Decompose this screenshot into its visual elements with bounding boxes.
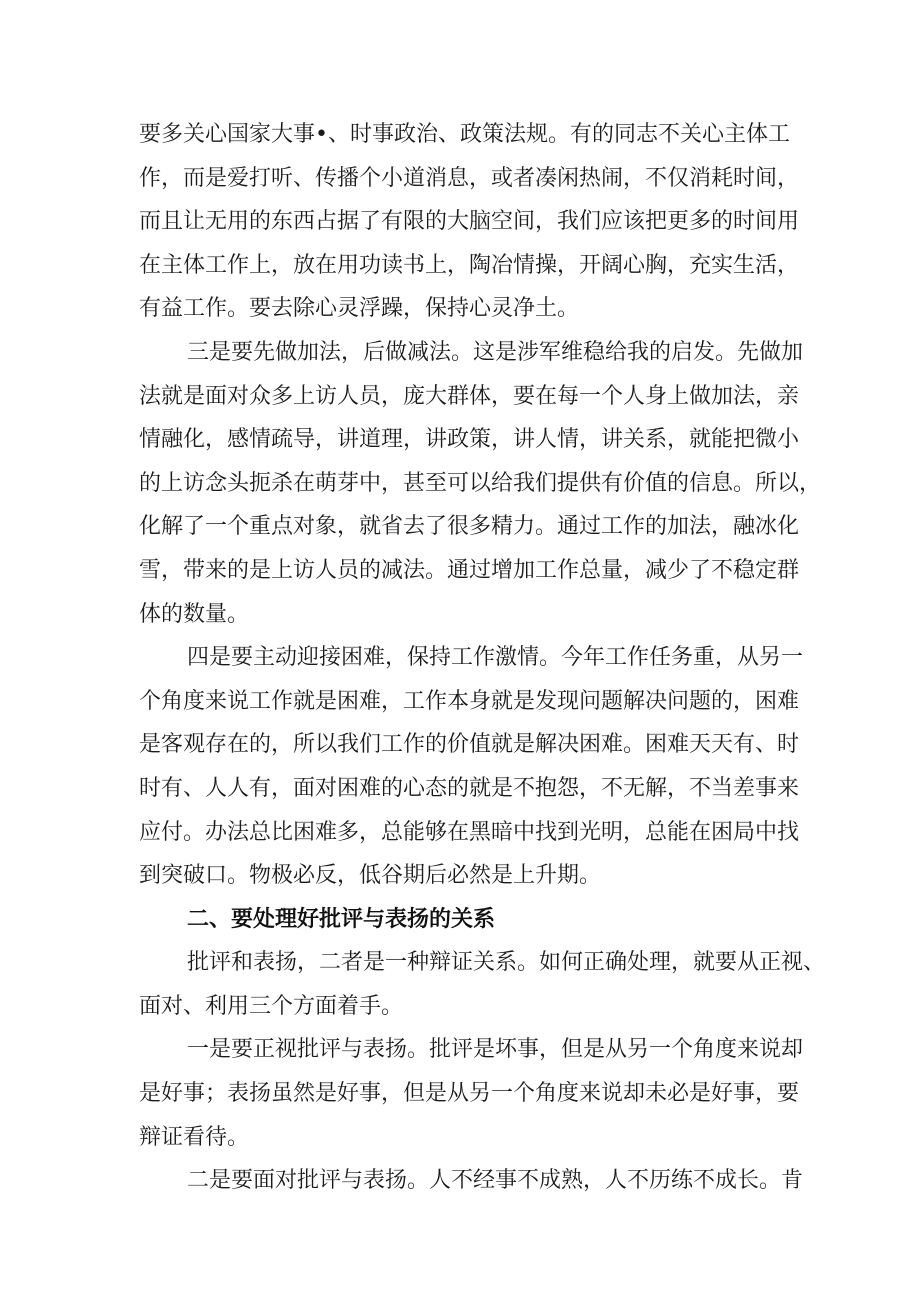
text-line: 有益工作。要去除心灵浮躁，保持心灵净土。 [139, 296, 580, 322]
paragraph-first-line: 三是要先做加法，后做减法。这是涉军维稳给我的启发。先做加 [187, 339, 804, 365]
document-body [139, 113, 826, 1203]
section-heading: 二、要处理好批评与表扬的关系 [187, 906, 496, 932]
text-line: 在主体工作上，放在用功读书上，陶冶情操，开阔心胸，充实生活， [139, 252, 800, 278]
text-line: 要多关心国家大事•、时事政治、政策法规。有的同志不关心主体工 [139, 122, 790, 147]
text-line: 的上访念头扼杀在萌芽中，甚至可以给我们提供有价值的信息。所以， [139, 470, 822, 496]
text-line: 个角度来说工作就是困难，工作本身就是发现问题解决问题的，困难 [139, 688, 800, 714]
paragraph-first-line: 批评和表扬，二者是一种辩证关系。如何正确处理，就要从正视、 [187, 950, 826, 976]
text-line: 应付。办法总比困难多，总能够在黑暗中找到光明，总能在困局中找 [139, 819, 800, 845]
text-line: 时有、人人有，面对困难的心态的就是不抱怨，不无解，不当差事来 [139, 775, 800, 801]
paragraph-first-line: 二是要面对批评与表扬。人不经事不成熟，人不历练不成长。肯 [187, 1168, 804, 1194]
text-line: 到突破口。物极必反，低谷期后必然是上升期。 [139, 863, 602, 889]
text-line: 体的数量。 [139, 601, 250, 627]
text-line: 法就是面对众多上访人员，庞大群体，要在每一个人身上做加法，亲 [139, 383, 800, 409]
paragraph-first-line: 四是要主动迎接困难，保持工作激情。今年工作任务重，从另一 [187, 645, 804, 671]
text-line: 面对、利用三个方面着手。 [139, 993, 404, 1019]
text-line: 是客观存在的，所以我们工作的价值就是解决困难。困难天天有、时 [139, 732, 800, 758]
paragraph-first-line: 一是要正视批评与表扬。批评是坏事，但是从另一个角度来说却 [187, 1037, 804, 1063]
text-line: 化解了一个重点对象，就省去了很多精力。通过工作的加法，融冰化 [139, 514, 800, 540]
text-line: 而且让无用的东西占据了有限的大脑空间，我们应该把更多的时间用 [139, 209, 800, 235]
text-line: 雪，带来的是上访人员的减法。通过增加工作总量，减少了不稳定群 [139, 557, 800, 583]
text-line: 作，而是爱打听、传播个小道消息，或者凑闲热闹，不仅消耗时间， [139, 165, 800, 191]
text-line: 辩证看待。 [139, 1124, 250, 1150]
text-line: 情融化，感情疏导，讲道理，讲政策，讲人情，讲关系，就能把微小 [139, 427, 800, 453]
text-line: 是好事；表扬虽然是好事，但是从另一个角度来说却未必是好事，要 [139, 1081, 800, 1107]
